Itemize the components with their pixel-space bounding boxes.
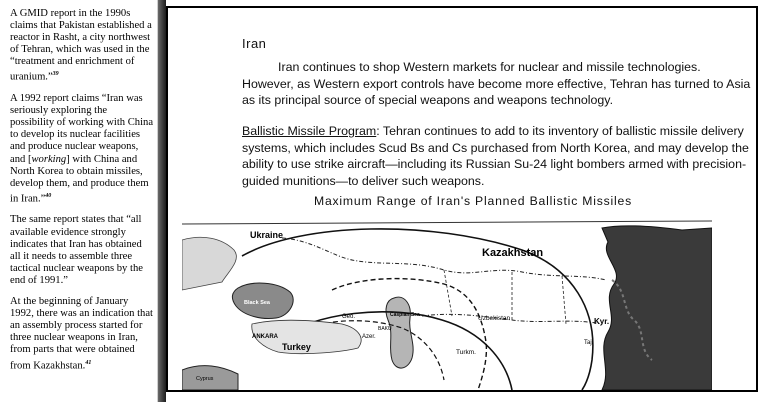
map-title: Maximum Range of Iran's Planned Ballistic Missiles [314,194,633,208]
label-black-sea: Black Sea [244,300,270,306]
sidebar-paragraph-3: The same report states that “all available evidence strongly indicates that Iran has obtained all it needs to assemble three tactical nuclear weapons by the end of 1991.” [10,214,143,286]
page-gutter-shadow [158,0,166,402]
missile-range-map [182,220,712,390]
sidebar-paragraph-2 [10,93,153,205]
caspian-sea-shape [386,297,413,368]
label-caspian-sea: Caspian Sea [390,312,420,318]
sidebar-paragraph-4 [10,296,153,372]
label-turkey: Turkey [282,342,311,352]
sidebar-paragraph-2-text-b: ] with China and North Korea to obtain missiles, develop them, and produce them in Iran.” [10,153,149,205]
paragraph-intro-text: Iran continues to shop Western markets for nuclear and missile technologies. However, as Western export controls have become more effective, Tehran has turned to Asia as its principal source of special weapons and weapons technology. [242,60,751,107]
label-ukraine: Ukraine [250,230,284,240]
label-kazakhstan: Kazakhstan [482,247,544,259]
label-kyrgyzstan: Kyr. [594,317,610,326]
sidebar-paragraph-1-text: A GMID report in the 1990s claims that Pakistan established a reactor in Rasht, a city northwest of Tehran, which was used in the “treatment and enrichment of uranium.” [10,8,152,83]
label-uzbekistan: Uzbekistan [478,315,511,322]
footnote-marker: 41 [85,359,92,366]
label-turkmenistan: Turkm. [456,349,476,356]
sidebar-paragraph-1 [10,8,153,84]
label-georgia: Geo. [342,314,356,320]
footnote-marker: 40 [45,192,52,199]
paragraph-ballistic-text: : Tehran continues to add to its inventory of ballistic missile delivery systems, which includes Scud Bs and Cs purchased from North Korea, and may develop the ability to use strike aircraft—including its Russian Su-24 light bombers armed with precision-guided munitions—to deliver such weapons. [242,124,749,188]
left-text-panel [0,0,158,402]
footnote-marker: 39 [52,71,59,78]
border-lines [282,238,606,280]
document-heading: Iran [242,36,267,51]
label-baku: BAKU [378,326,392,332]
eastern-relief-shape [602,226,712,390]
label-azerbaijan: Azer. [362,334,376,340]
paragraph-intro [242,59,752,109]
paragraph-ballistic [242,123,752,189]
label-tajikistan: Taj. [584,340,594,346]
sidebar-paragraph-4-text: At the beginning of January 1992, there was an indication that an assembly process started for three nuclear weapons in Iran, from parts that were obtained from Kazakhstan. [10,296,153,372]
sidebar-paragraph-2-italic: working [31,153,67,165]
document-page [166,6,758,392]
sidebar-paragraph-2-text-a: A 1992 report claims “Iran was seriously exploring the possibility of working with China to develop its nuclear facilities and produce nuclear weapons, and [ [10,93,154,165]
western-relief-shape [182,237,236,290]
ballistic-program-label: Ballistic Missile Program [242,124,377,138]
label-ankara: ANKARA [252,334,278,340]
label-cyprus: Cyprus [196,376,214,382]
